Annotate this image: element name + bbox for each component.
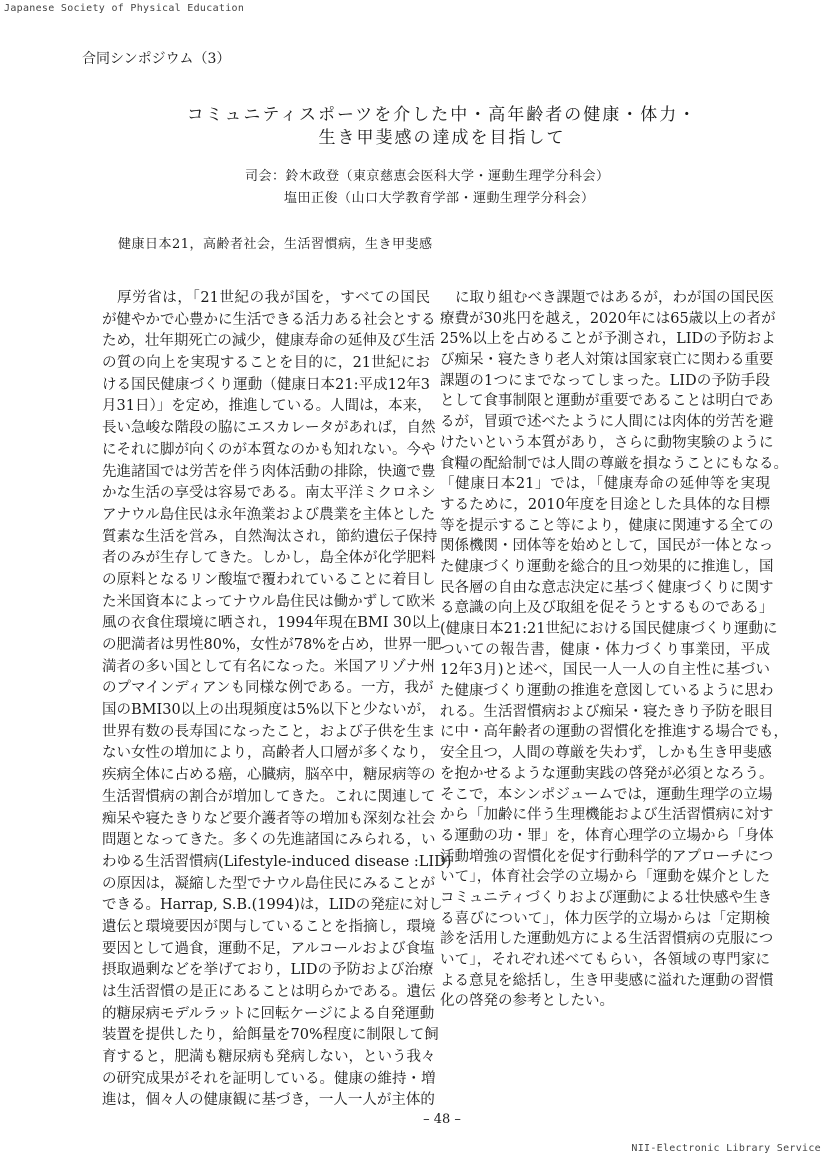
text-line: 民各層の自由な意志決定に基づく健康づくりに関す (440, 579, 774, 596)
text-line: 長い急峻な階段の脇にエスカレータがあれば，自然 (102, 420, 436, 437)
text-line: 遺伝と環境要因が関与していることを指摘し，環境 (102, 918, 436, 935)
text-line: は生活習慣の是正にあることは明らかである。遺伝 (102, 984, 436, 1000)
text-line: ない女性の増加により，高齢者人口層が多くなり， (102, 745, 436, 762)
text-line: 者のみが生存してきた。しかし，島全体が化学肥料 (102, 550, 436, 567)
series-label: 合同シンポジウム（3） (82, 51, 231, 67)
title-line-2: 生き甲斐感の達成を目指して (318, 128, 566, 148)
library-footer: NII-Electronic Library Service (631, 1143, 821, 1154)
text-line: 疾病全体に占める癌，心臓病，脳卒中，糖尿病等の (102, 767, 436, 784)
text-line: コミュニティづくりおよび運動による壮快感や生き (440, 889, 773, 906)
text-line: いて」，体育社会学の立場から「運動を媒介とした (440, 869, 770, 886)
text-line: 25%以上を占めることが予測され，LIDの予防およ (440, 331, 776, 348)
left-column (102, 288, 452, 1112)
text-line: 質素な生活を営み，自然淘汰され，節約遺伝子保持 (102, 528, 438, 545)
text-line: わゆる生活習慣病(Lifestyle-induced disease :LID) (102, 853, 452, 870)
text-line: の質の向上を実現することを目的に，21世紀にお (102, 355, 430, 372)
text-line: 食糧の配給制では人間の尊厳を損なうことにもなる。 (440, 455, 788, 472)
text-line: び痴呆・寝たきり老人対策は国家衰亡に関わる重要 (440, 352, 774, 369)
text-line: 月31日）」を定め，推進している。人間は，本来， (102, 398, 432, 415)
text-line: に中・高年齢者の運動の習慣化を推進する場合でも， (440, 724, 788, 741)
text-line: 「健康日本21」では，「健康寿命の延伸等を実現 (440, 476, 770, 493)
text-line: 厚労省は，「21世紀の我が国を，すべての国民 (117, 290, 430, 306)
text-line: の原料となるリン酸塩で覆われていることに着目し (102, 571, 436, 588)
text-line: 痴呆や寝たきりなど要介護者等の増加も深刻な社会 (102, 810, 436, 827)
text-line: 先進諸国では労苦を伴う肉体活動の排除，快適で豊 (102, 463, 436, 480)
moderator-2: 塩田正俊（山口大学教育学部・運動生理学分科会） (284, 191, 595, 206)
text-line: 進は，個々人の健康観に基づき，一人一人が主体的 (102, 1092, 435, 1109)
text-line: ける国民健康づくり運動（健康日本21:平成12年3 (102, 376, 430, 393)
text-line: 育すると，肥満も糖尿病も発病しない，という我々 (102, 1049, 436, 1066)
text-line: よる意見を総括し，生き甲斐感に溢れた運動の習慣 (440, 972, 774, 989)
text-line: の肥満者は男性80%，女性が78%を占め，世界一肥 (102, 637, 442, 653)
page-number: – 48 – (423, 1112, 461, 1127)
text-line: 問題となってきた。多くの先進諸国にみられる，い (102, 832, 436, 849)
text-line: 12年3月)と述べ，国民一人一人の自主性に基づい (440, 662, 770, 679)
text-line: 等を提示すること等により，健康に関連する全ての (440, 517, 774, 534)
text-line: けたいという本質があり，さらに動物実験のように (440, 434, 774, 451)
text-line: る運動の功・罪」を，体育心理学の立場から「身体 (440, 827, 774, 844)
text-line: にそれに脚が向くのが本質なのかも知れない。今や (102, 441, 436, 458)
text-line: かな生活の享受は容易である。南太平洋ミクロネシ (102, 485, 436, 502)
text-line: そこで，本シンポジュームでは，運動生理学の立場 (440, 786, 773, 803)
text-line: る喜びについて」，体力医学的立場からは「定期検 (440, 910, 770, 927)
text-line: できる。Harrap, S.B.(1994)は，LIDの発症に対し (102, 897, 443, 914)
text-line: するために，2010年度を目途とした具体的な目標 (440, 496, 770, 513)
moderator-1: 司会：鈴木政登（東京慈恵会医科大学・運動生理学分科会） (245, 169, 610, 184)
text-line: 課題の1つにまでなってしまった。LIDの予防手段 (440, 372, 770, 389)
text-line: 風の衣食住環境に晒され，1994年現在BMI 30以上 (102, 615, 441, 632)
text-line: 要因として過食，運動不足，アルコールおよび食塩 (102, 940, 435, 957)
text-line: いて」，それぞれ述べてもらい，各領域の専門家に (440, 952, 770, 968)
text-line: た米国資本によってナウル島住民は働かずして欧米 (102, 593, 436, 610)
society-header: Japanese Society of Physical Education (4, 3, 245, 14)
text-line: から「加齢に伴う生理機能および生活習慣病に対す (440, 807, 774, 824)
text-line: 世界有数の長寿国になったこと，および子供を生ま (102, 723, 436, 740)
right-column (440, 288, 788, 1012)
text-line: を抱かせるような運動実践の啓発が必須となろう。 (440, 765, 774, 782)
text-line: アナウル島住民は永年漁業および農業を主体とした (102, 506, 436, 523)
text-line: るが，冒頭で述べたように人間には肉体的労苦を避 (440, 414, 774, 431)
text-line: 活動増強の習慣化を促す行動科学的アプローチにつ (440, 848, 774, 865)
text-line: る意識の向上及び取組を促そうとするものである」 (440, 600, 774, 617)
text-line: ついての報告書，健康・体力づくり事業団，平成 (440, 641, 770, 658)
text-line: の原因は，凝縮した型でナウル島住民にみることが (102, 875, 436, 892)
title-line-1: コミュニティスポーツを介した中・高年齢者の健康・体力・ (186, 105, 698, 125)
text-line: た健康づくり運動を総合的且つ効果的に推進し，国 (440, 558, 774, 575)
text-line: 装置を提供したり，給餌量を70%程度に制限して飼 (102, 1027, 439, 1044)
text-line: 満者の多い国として有名になった。米国アリゾナ州 (102, 658, 435, 675)
text-line: が健やかで心豊かに生活できる活力ある社会とする (102, 311, 436, 328)
keywords: 健康日本21，高齢者社会，生活習慣病，生き甲斐感 (118, 237, 433, 252)
text-line: 安全且つ，人間の尊厳を失わず，しかも生き甲斐感 (440, 745, 772, 762)
text-line: れる。生活習慣病および痴呆・寝たきり予防を眼目 (440, 703, 774, 720)
text-line: 国のBMI30以上の出現頻度は5%以下と少ないが， (102, 702, 436, 719)
text-line: 生活習慣病の割合が増加してきた。これに関連して (102, 788, 436, 805)
text-line: (健康日本21:21世紀における国民健康づくり運動に (440, 621, 778, 637)
text-line: た健康づくり運動の推進を意図しているように思わ (440, 683, 774, 700)
text-line: の研究成果がそれを証明している。健康の維持・増 (102, 1070, 436, 1087)
text-line: 療費が30兆円を越え，2020年には65歳以上の者が (440, 310, 776, 327)
text-line: として食事制限と運動が重要であることは明白であ (440, 393, 774, 410)
text-line: 的糖尿病モデルラットに回転ケージによる自発運動 (102, 1005, 435, 1022)
text-line: 関係機関・団体等を始めとして，国民が一体となっ (440, 538, 774, 555)
text-line: 摂取過剰などを挙げており，LIDの予防および治療 (102, 962, 434, 979)
text-line: のプマインディアンも同様な例である。一方，我が (102, 680, 434, 697)
text-line: 化の啓発の参考としたい。 (440, 993, 614, 1010)
text-line: ため，壮年期死亡の減少，健康寿命の延伸及び生活 (102, 333, 435, 350)
text-line: 診を活用した運動処方による生活習慣病の克服につ (440, 931, 774, 948)
text-line: に取り組むべき課題ではあるが，わが国の国民医 (455, 290, 774, 306)
